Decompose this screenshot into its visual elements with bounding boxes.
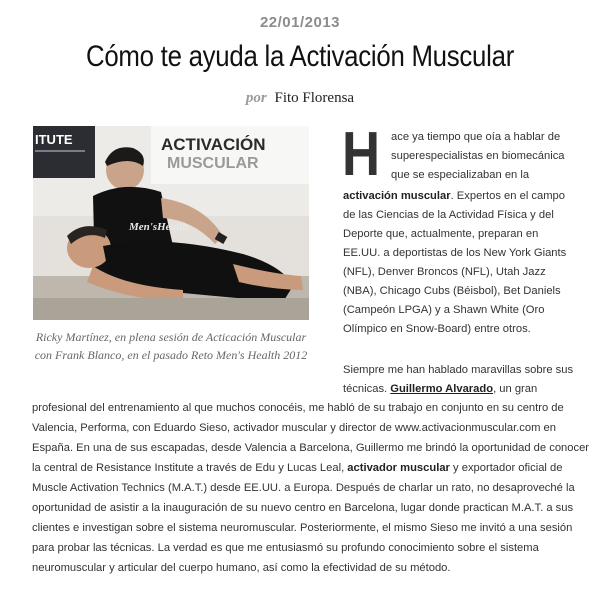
photo-caption: Ricky Martínez, en plena sesión de Acticación Muscular con Frank Blanco, en el pasado Reto Men's Health 2012 bbox=[34, 330, 308, 362]
paragraph2-line bbox=[32, 459, 562, 479]
post-date: 22/01/2013 bbox=[259, 14, 341, 31]
paragraph2-text: , un gran bbox=[493, 383, 538, 395]
wall-sign-line2: MUSCULAR bbox=[167, 155, 259, 172]
paragraph1-line: Deporte que, actualmente, preparan en bbox=[343, 228, 539, 240]
paragraph2-line: profesional del entrenamiento al que muchos conocéis, me habló de su trabajo en conjunto en su centro de bbox=[32, 402, 564, 414]
post-title[interactable]: Cómo te ayuda la Activación Muscular bbox=[85, 40, 515, 73]
paragraph2-line: neuromuscular y articular del cuerpo humano, así como la efectividad de su método. bbox=[32, 562, 451, 574]
paragraph1-line: superespecialistas en biomecánica bbox=[391, 150, 565, 162]
paragraph1-line: ace ya tiempo que oía a hablar de bbox=[391, 131, 561, 143]
paragraph2-line: oportunidad de asistir a la inauguración de su nuevo centro en Barcelona, lugar donde practican M.A.T. a sus bbox=[32, 502, 574, 514]
article-photo bbox=[33, 126, 309, 320]
paragraph2-line: Muscle Activation Technics (M.A.T.) desde EE.UU. a Europa. Después de charlar un rato, no desaproveché la bbox=[32, 482, 575, 494]
paragraph2-text: la central de Resistance Institute a través de Edu y Lucas Leal, bbox=[32, 462, 348, 474]
paragraph1-text: . Expertos en el campo bbox=[450, 190, 565, 202]
paragraph1-line: que se especializaban en la bbox=[391, 169, 530, 181]
wall-sign-left: ITUTE bbox=[35, 132, 73, 147]
paragraph1-line bbox=[343, 187, 565, 206]
paragraph1-line: Olímpico en Snow-Board) entre otros. bbox=[343, 323, 531, 335]
highlight-term: activador muscular bbox=[347, 462, 450, 474]
paragraph2-text: y exportador oficial de bbox=[449, 462, 563, 474]
paragraph1-line: (NFL), Denver Broncos (NFL), Utah Jazz bbox=[343, 266, 546, 278]
paragraph1-line: de las Ciencias de la Actividad Física y del bbox=[343, 209, 554, 221]
highlight-term: activación muscular bbox=[343, 190, 451, 202]
photo-illustration bbox=[33, 126, 309, 320]
paragraph2-line bbox=[343, 380, 537, 399]
shirt-logo: Men'sHealth bbox=[129, 221, 189, 233]
byline-prefix: por bbox=[245, 90, 267, 106]
paragraph1-line: (NBA), Chicago Cubs (Béisbol), Bet Daniels bbox=[343, 285, 561, 297]
paragraph2-line: España. En una de sus escapadas, desde Valencia a Barcelona, Guillermo me brindó la oportunidad de conocer bbox=[32, 442, 590, 454]
paragraph2-line: para probar las técnicas. La verdad es que me entusiasmó su profundo conocimiento sobre el sistema bbox=[32, 542, 539, 554]
paragraph2-line: Valencia, Performa, con Eduardo Sieso, activador muscular y director de www.activacionmuscular.com en bbox=[32, 422, 556, 434]
paragraph1-line: (Campeón LPGA) y a Shawn White (Oro bbox=[343, 304, 545, 316]
byline bbox=[0, 90, 600, 107]
paragraph2-text: técnicas. bbox=[343, 383, 391, 395]
paragraph1-line: EE.UU. a deportistas de los New York Giants bbox=[343, 247, 567, 259]
wall-sign-line1: ACTIVACIÓN bbox=[161, 135, 266, 154]
drop-cap: H bbox=[342, 120, 381, 189]
author-name[interactable]: Fito Florensa bbox=[274, 90, 355, 106]
paragraph2-line: Siempre me han hablado maravillas sobre sus bbox=[343, 364, 574, 376]
paragraph2-line: clientes e investigan sobre el sistema neuromuscular. Posteriormente, el mismo Sieso me invitó a una sesión bbox=[32, 522, 573, 534]
guillermo-alvarado-link[interactable]: Guillermo Alvarado bbox=[390, 383, 494, 395]
